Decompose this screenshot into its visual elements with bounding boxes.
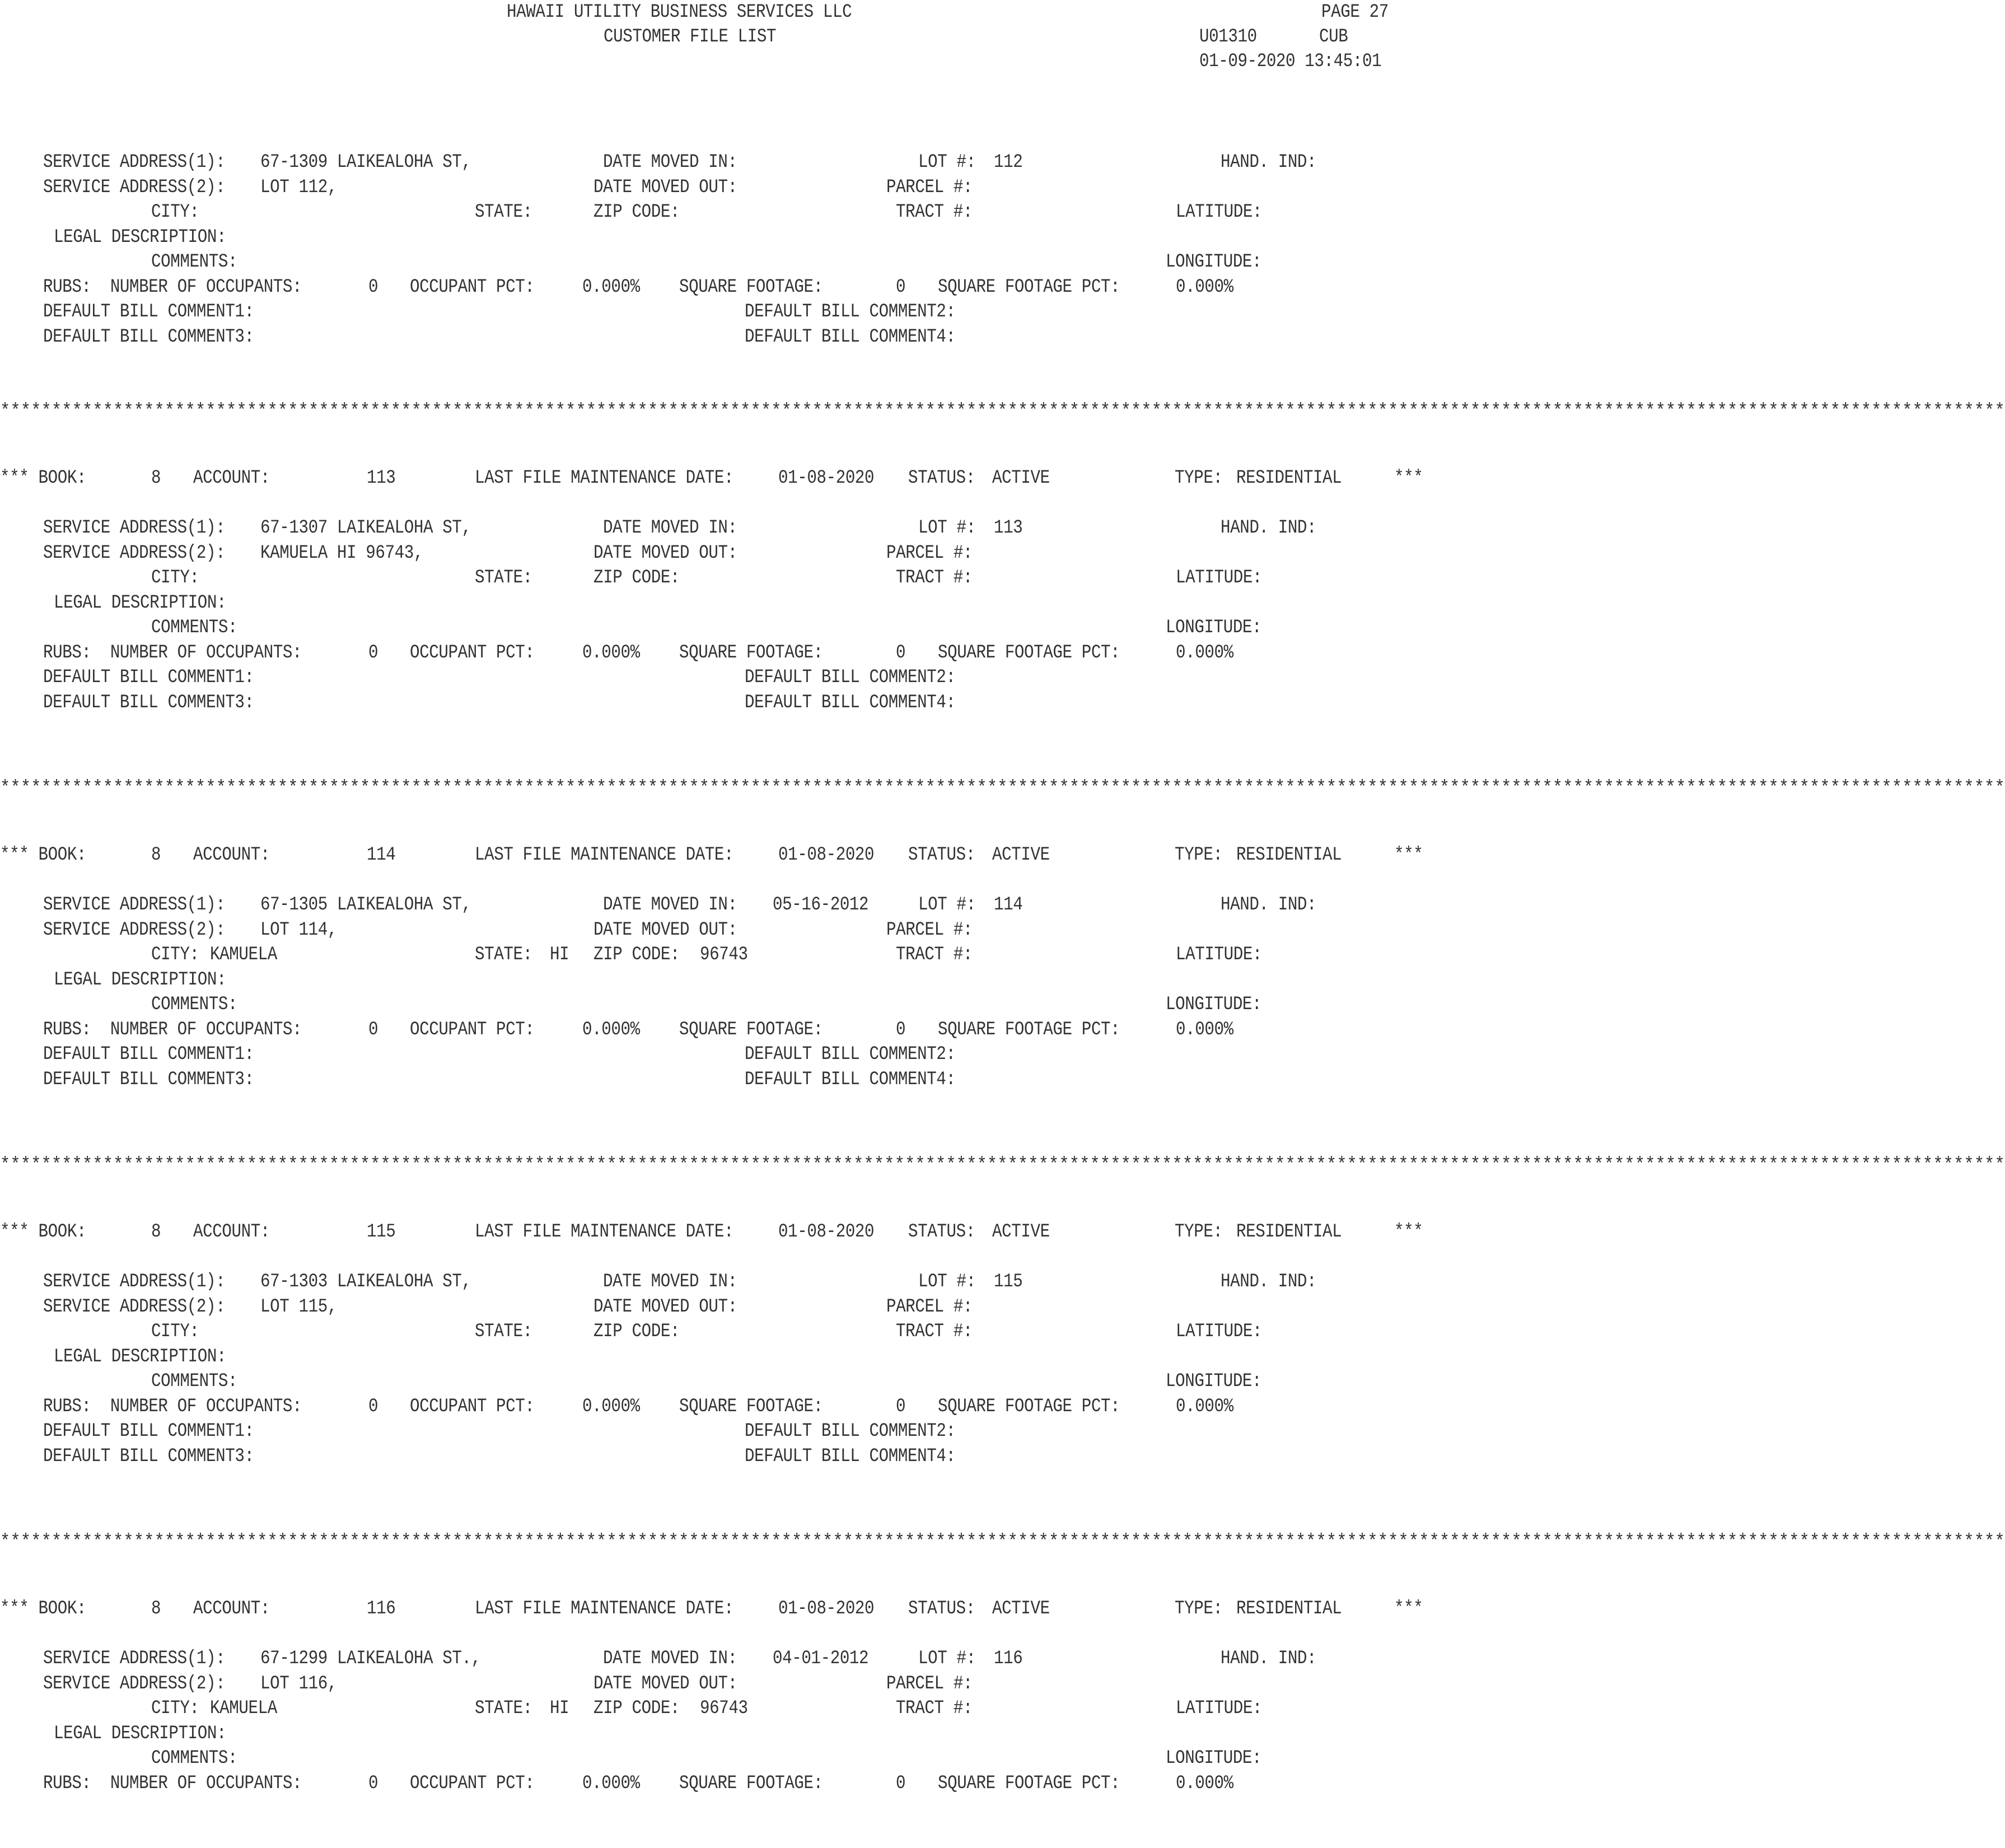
book-label: *** BOOK:	[0, 844, 87, 866]
trail-stars: ***	[1394, 844, 1423, 866]
square-footage-pct-label: SQUARE FOOTAGE PCT:	[938, 1019, 1120, 1040]
date-moved-in-label: DATE MOVED IN:	[603, 1271, 737, 1292]
latitude-label: LATITUDE:	[1176, 944, 1263, 965]
last-maintenance-label: LAST FILE MAINTENANCE DATE:	[475, 468, 734, 489]
latitude-label: LATITUDE:	[1176, 1698, 1263, 1719]
zip-label: ZIP CODE:	[593, 1321, 680, 1342]
default-comment-3-label: DEFAULT BILL COMMENT3:	[43, 326, 254, 348]
square-footage-pct-value: 0.000%	[1176, 1772, 1233, 1794]
square-footage-label: SQUARE FOOTAGE:	[679, 1019, 823, 1040]
zip-label: ZIP CODE:	[593, 944, 680, 965]
default-comment-2-label: DEFAULT BILL COMMENT2:	[745, 301, 956, 323]
comments-label: COMMENTS:	[151, 994, 238, 1015]
last-maintenance-label: LAST FILE MAINTENANCE DATE:	[475, 1221, 734, 1243]
parcel-label: PARCEL #:	[886, 919, 973, 941]
comments-label: COMMENTS:	[151, 1371, 238, 1392]
book-label: *** BOOK:	[0, 1598, 87, 1620]
account-value: 116	[367, 1598, 396, 1620]
default-comment-1-label: DEFAULT BILL COMMENT1:	[43, 301, 254, 323]
occupant-pct-label: OCCUPANT PCT:	[410, 642, 535, 664]
parcel-label: PARCEL #:	[886, 542, 973, 564]
square-footage-pct-label: SQUARE FOOTAGE PCT:	[938, 1396, 1120, 1417]
city-value: KAMUELA	[210, 944, 277, 965]
last-maintenance-value: 01-08-2020	[778, 468, 875, 489]
state-value: HI	[550, 944, 569, 965]
service-address-2-label: SERVICE ADDRESS(2):	[43, 1673, 226, 1695]
state-label: STATE:	[475, 567, 532, 589]
square-footage-value: 0	[896, 1396, 906, 1417]
book-value: 8	[151, 468, 161, 489]
account-label: ACCOUNT:	[193, 468, 270, 489]
service-address-1-value: 67-1309 LAIKEALOHA ST,	[260, 152, 471, 173]
service-address-2-label: SERVICE ADDRESS(2):	[43, 542, 226, 564]
zip-value: 96743	[700, 944, 748, 965]
default-comment-2-label: DEFAULT BILL COMMENT2:	[745, 667, 956, 688]
default-comment-3-label: DEFAULT BILL COMMENT3:	[43, 1445, 254, 1467]
book-value: 8	[151, 844, 161, 866]
city-label: CITY:	[151, 567, 199, 589]
default-comment-2-label: DEFAULT BILL COMMENT2:	[745, 1421, 956, 1442]
occupant-pct-label: OCCUPANT PCT:	[410, 276, 535, 298]
square-footage-value: 0	[896, 642, 906, 664]
rubs-occupants-label: RUBS: NUMBER OF OCCUPANTS:	[43, 276, 302, 298]
parcel-label: PARCEL #:	[886, 1296, 973, 1318]
service-address-1-label: SERVICE ADDRESS(1):	[43, 152, 226, 173]
system-code: CUB	[1319, 26, 1348, 48]
date-moved-out-label: DATE MOVED OUT:	[593, 1296, 737, 1318]
square-footage-pct-label: SQUARE FOOTAGE PCT:	[938, 276, 1120, 298]
lot-value: 116	[994, 1648, 1023, 1669]
date-moved-out-label: DATE MOVED OUT:	[593, 542, 737, 564]
square-footage-label: SQUARE FOOTAGE:	[679, 276, 823, 298]
default-comment-4-label: DEFAULT BILL COMMENT4:	[745, 692, 956, 713]
hand-ind-label: HAND. IND:	[1221, 517, 1317, 539]
occupant-pct-label: OCCUPANT PCT:	[410, 1019, 535, 1040]
date-moved-in-label: DATE MOVED IN:	[603, 152, 737, 173]
legal-description-label: LEGAL DESCRIPTION:	[54, 592, 227, 614]
latitude-label: LATITUDE:	[1176, 567, 1263, 589]
report-title: CUSTOMER FILE LIST	[604, 26, 777, 48]
lot-value: 115	[994, 1271, 1023, 1292]
type-label: TYPE:	[1175, 468, 1223, 489]
type-value: RESIDENTIAL	[1236, 468, 1342, 489]
state-label: STATE:	[475, 1321, 532, 1342]
zip-label: ZIP CODE:	[593, 202, 680, 223]
type-label: TYPE:	[1175, 1221, 1223, 1243]
book-value: 8	[151, 1221, 161, 1243]
account-label: ACCOUNT:	[193, 1221, 270, 1243]
type-value: RESIDENTIAL	[1236, 844, 1342, 866]
longitude-label: LONGITUDE:	[1166, 617, 1262, 638]
lot-value: 112	[994, 152, 1023, 173]
status-value: ACTIVE	[992, 1598, 1050, 1620]
record-separator: ***************************************************************************************************************************************************************************************************	[0, 1155, 2005, 1176]
state-label: STATE:	[475, 944, 532, 965]
service-address-2-label: SERVICE ADDRESS(2):	[43, 176, 226, 198]
account-value: 114	[367, 844, 396, 866]
date-moved-in-value: 04-01-2012	[773, 1648, 869, 1669]
occupant-pct-label: OCCUPANT PCT:	[410, 1772, 535, 1794]
legal-description-label: LEGAL DESCRIPTION:	[54, 1346, 227, 1368]
comments-label: COMMENTS:	[151, 251, 238, 273]
occupant-pct-label: OCCUPANT PCT:	[410, 1396, 535, 1417]
tract-label: TRACT #:	[896, 944, 973, 965]
square-footage-pct-value: 0.000%	[1176, 1019, 1233, 1040]
occupant-pct-value: 0.000%	[582, 276, 640, 298]
lot-label: LOT #:	[918, 1648, 976, 1669]
default-comment-1-label: DEFAULT BILL COMMENT1:	[43, 1421, 254, 1442]
last-maintenance-label: LAST FILE MAINTENANCE DATE:	[475, 844, 734, 866]
latitude-label: LATITUDE:	[1176, 202, 1263, 223]
longitude-label: LONGITUDE:	[1166, 1371, 1262, 1392]
service-address-1-value: 67-1299 LAIKEALOHA ST.,	[260, 1648, 481, 1669]
service-address-2-value: KAMUELA HI 96743,	[260, 542, 423, 564]
occupant-pct-value: 0.000%	[582, 642, 640, 664]
service-address-1-label: SERVICE ADDRESS(1):	[43, 1271, 226, 1292]
city-label: CITY:	[151, 1698, 199, 1719]
status-label: STATUS:	[908, 1221, 975, 1243]
rubs-occupants-label: RUBS: NUMBER OF OCCUPANTS:	[43, 1772, 302, 1794]
type-label: TYPE:	[1175, 1598, 1223, 1620]
date-moved-out-label: DATE MOVED OUT:	[593, 919, 737, 941]
comments-label: COMMENTS:	[151, 1748, 238, 1769]
occupants-value: 0	[368, 276, 378, 298]
status-label: STATUS:	[908, 468, 975, 489]
zip-label: ZIP CODE:	[593, 567, 680, 589]
date-moved-out-label: DATE MOVED OUT:	[593, 1673, 737, 1695]
occupants-value: 0	[368, 1019, 378, 1040]
tract-label: TRACT #:	[896, 202, 973, 223]
date-moved-in-label: DATE MOVED IN:	[603, 517, 737, 539]
lot-value: 114	[994, 894, 1023, 916]
last-maintenance-value: 01-08-2020	[778, 844, 875, 866]
square-footage-value: 0	[896, 276, 906, 298]
type-label: TYPE:	[1175, 844, 1223, 866]
lot-label: LOT #:	[918, 1271, 976, 1292]
hand-ind-label: HAND. IND:	[1221, 152, 1317, 173]
square-footage-label: SQUARE FOOTAGE:	[679, 1396, 823, 1417]
default-comment-3-label: DEFAULT BILL COMMENT3:	[43, 1068, 254, 1090]
occupants-value: 0	[368, 1396, 378, 1417]
status-value: ACTIVE	[992, 844, 1050, 866]
type-value: RESIDENTIAL	[1236, 1598, 1342, 1620]
status-value: ACTIVE	[992, 468, 1050, 489]
date-moved-in-label: DATE MOVED IN:	[603, 1648, 737, 1669]
date-moved-out-label: DATE MOVED OUT:	[593, 176, 737, 198]
service-address-2-label: SERVICE ADDRESS(2):	[43, 919, 226, 941]
service-address-2-value: LOT 114,	[260, 919, 337, 941]
record-separator: ***************************************************************************************************************************************************************************************************	[0, 401, 2005, 422]
service-address-2-value: LOT 116,	[260, 1673, 337, 1695]
run-datetime: 01-09-2020 13:45:01	[1199, 51, 1382, 72]
default-comment-2-label: DEFAULT BILL COMMENT2:	[745, 1044, 956, 1065]
city-label: CITY:	[151, 1321, 199, 1342]
parcel-label: PARCEL #:	[886, 1673, 973, 1695]
record-separator: ***************************************************************************************************************************************************************************************************	[0, 1532, 2005, 1553]
occupants-value: 0	[368, 1772, 378, 1794]
longitude-label: LONGITUDE:	[1166, 994, 1262, 1015]
lot-label: LOT #:	[918, 894, 976, 916]
square-footage-pct-value: 0.000%	[1176, 1396, 1233, 1417]
occupants-value: 0	[368, 642, 378, 664]
square-footage-label: SQUARE FOOTAGE:	[679, 642, 823, 664]
occupant-pct-value: 0.000%	[582, 1396, 640, 1417]
hand-ind-label: HAND. IND:	[1221, 1648, 1317, 1669]
square-footage-label: SQUARE FOOTAGE:	[679, 1772, 823, 1794]
status-label: STATUS:	[908, 1598, 975, 1620]
service-address-1-value: 67-1305 LAIKEALOHA ST,	[260, 894, 471, 916]
account-label: ACCOUNT:	[193, 1598, 270, 1620]
date-moved-in-label: DATE MOVED IN:	[603, 894, 737, 916]
default-comment-3-label: DEFAULT BILL COMMENT3:	[43, 692, 254, 713]
state-label: STATE:	[475, 202, 532, 223]
rubs-occupants-label: RUBS: NUMBER OF OCCUPANTS:	[43, 1019, 302, 1040]
page-number: PAGE 27	[1321, 2, 1389, 23]
trail-stars: ***	[1394, 468, 1423, 489]
last-maintenance-value: 01-08-2020	[778, 1221, 875, 1243]
state-label: STATE:	[475, 1698, 532, 1719]
company-name: HAWAII UTILITY BUSINESS SERVICES LLC	[507, 2, 852, 23]
occupant-pct-value: 0.000%	[582, 1772, 640, 1794]
square-footage-value: 0	[896, 1019, 906, 1040]
service-address-1-label: SERVICE ADDRESS(1):	[43, 517, 226, 539]
rubs-occupants-label: RUBS: NUMBER OF OCCUPANTS:	[43, 642, 302, 664]
zip-label: ZIP CODE:	[593, 1698, 680, 1719]
comments-label: COMMENTS:	[151, 617, 238, 638]
city-value: KAMUELA	[210, 1698, 277, 1719]
longitude-label: LONGITUDE:	[1166, 251, 1262, 273]
status-value: ACTIVE	[992, 1221, 1050, 1243]
parcel-label: PARCEL #:	[886, 176, 973, 198]
account-label: ACCOUNT:	[193, 844, 270, 866]
book-value: 8	[151, 1598, 161, 1620]
service-address-2-value: LOT 115,	[260, 1296, 337, 1318]
account-value: 113	[367, 468, 396, 489]
account-value: 115	[367, 1221, 396, 1243]
default-comment-1-label: DEFAULT BILL COMMENT1:	[43, 667, 254, 688]
tract-label: TRACT #:	[896, 1698, 973, 1719]
book-label: *** BOOK:	[0, 468, 87, 489]
default-comment-4-label: DEFAULT BILL COMMENT4:	[745, 1068, 956, 1090]
occupant-pct-value: 0.000%	[582, 1019, 640, 1040]
hand-ind-label: HAND. IND:	[1221, 894, 1317, 916]
type-value: RESIDENTIAL	[1236, 1221, 1342, 1243]
record-separator: ***************************************************************************************************************************************************************************************************	[0, 778, 2005, 799]
default-comment-1-label: DEFAULT BILL COMMENT1:	[43, 1044, 254, 1065]
lot-value: 113	[994, 517, 1023, 539]
square-footage-pct-value: 0.000%	[1176, 276, 1233, 298]
hand-ind-label: HAND. IND:	[1221, 1271, 1317, 1292]
state-value: HI	[550, 1698, 569, 1719]
legal-description-label: LEGAL DESCRIPTION:	[54, 969, 227, 991]
service-address-1-label: SERVICE ADDRESS(1):	[43, 1648, 226, 1669]
last-maintenance-label: LAST FILE MAINTENANCE DATE:	[475, 1598, 734, 1620]
last-maintenance-value: 01-08-2020	[778, 1598, 875, 1620]
service-address-1-value: 67-1307 LAIKEALOHA ST,	[260, 517, 471, 539]
tract-label: TRACT #:	[896, 567, 973, 589]
square-footage-pct-label: SQUARE FOOTAGE PCT:	[938, 1772, 1120, 1794]
default-comment-4-label: DEFAULT BILL COMMENT4:	[745, 1445, 956, 1467]
report-id: U01310	[1199, 26, 1257, 48]
book-label: *** BOOK:	[0, 1221, 87, 1243]
service-address-1-value: 67-1303 LAIKEALOHA ST,	[260, 1271, 471, 1292]
city-label: CITY:	[151, 944, 199, 965]
square-footage-value: 0	[896, 1772, 906, 1794]
city-label: CITY:	[151, 202, 199, 223]
legal-description-label: LEGAL DESCRIPTION:	[54, 1723, 227, 1744]
date-moved-in-value: 05-16-2012	[773, 894, 869, 916]
service-address-2-label: SERVICE ADDRESS(2):	[43, 1296, 226, 1318]
service-address-2-value: LOT 112,	[260, 176, 337, 198]
default-comment-4-label: DEFAULT BILL COMMENT4:	[745, 326, 956, 348]
lot-label: LOT #:	[918, 152, 976, 173]
trail-stars: ***	[1394, 1598, 1423, 1620]
status-label: STATUS:	[908, 844, 975, 866]
square-footage-pct-value: 0.000%	[1176, 642, 1233, 664]
service-address-1-label: SERVICE ADDRESS(1):	[43, 894, 226, 916]
legal-description-label: LEGAL DESCRIPTION:	[54, 226, 227, 248]
latitude-label: LATITUDE:	[1176, 1321, 1263, 1342]
trail-stars: ***	[1394, 1221, 1423, 1243]
lot-label: LOT #:	[918, 517, 976, 539]
zip-value: 96743	[700, 1698, 748, 1719]
rubs-occupants-label: RUBS: NUMBER OF OCCUPANTS:	[43, 1396, 302, 1417]
longitude-label: LONGITUDE:	[1166, 1748, 1262, 1769]
square-footage-pct-label: SQUARE FOOTAGE PCT:	[938, 642, 1120, 664]
tract-label: TRACT #:	[896, 1321, 973, 1342]
